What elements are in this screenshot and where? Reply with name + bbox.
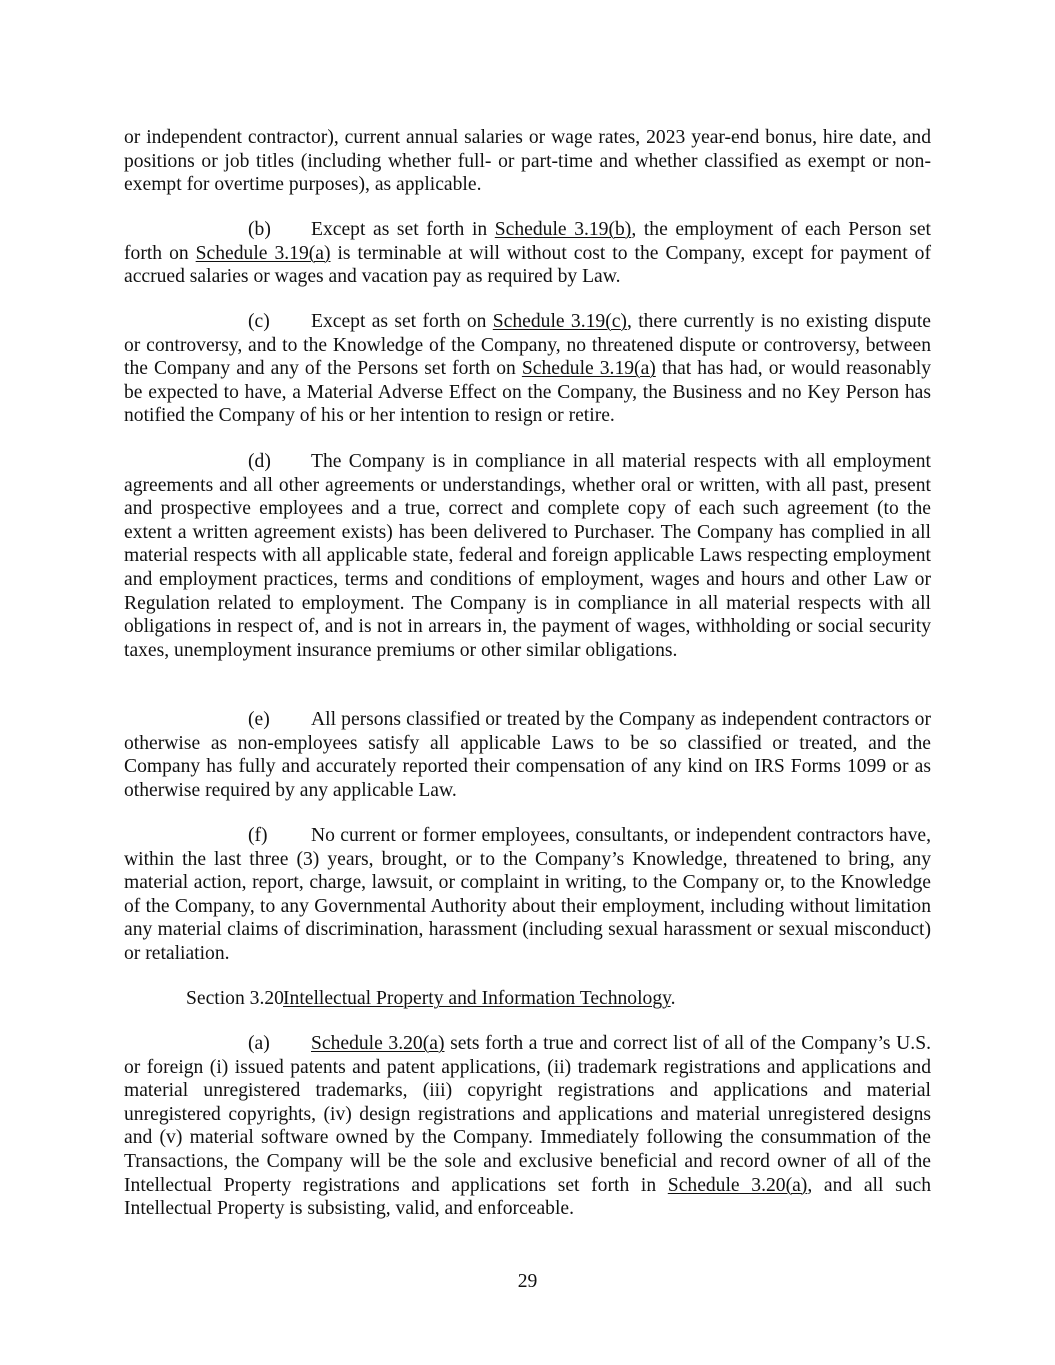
- paragraph-a-label: (a): [248, 1033, 270, 1054]
- paragraph-f: (f) No current or former employees, consultants, or independent contractors have, within the last three (3) years, brought, or to the Company’s Knowledge, threatened to bring, any material action, report, charge, lawsuit, or complaint in writing, to the Company or, to the Knowledge of the Company, to any Governmental Authority about their employment, including without limitation any material claims of discrimination, harassment (including sexual harassment or sexual misconduct) or retaliation.: [124, 825, 931, 964]
- paragraph-f-label: (f): [248, 825, 268, 846]
- paragraph-c-label: (c): [248, 311, 270, 332]
- schedule-3-19-c-reference: Schedule 3.19(c): [492, 311, 627, 332]
- paragraph-a-section-3-20: (a) Schedule 3.20(a) sets forth a true and correct list of all of the Company’s U.S. or foreign (i) issued patents and patent applications, (ii) trademark registrations and applications and material unregistered trademarks, (iii) copyright registrations and applications and material unregistered copyrights, (iv) design registrations and applications and material unregistered designs and (v) material software owned by the Company. Immediately following the consummation of the Transactions, the Company will be the sole and exclusive beneficial and record owner of all of the Intellectual Property registrations and applications set forth in Schedule 3.20(a), and all such Intellectual Property is subsisting, valid, and enforceable.: [124, 1033, 931, 1220]
- paragraph-b: (b) Except as set forth in Schedule 3.19(b), the employment of each Person set forth on Schedule 3.19(a) is terminable at will without cost to the Company, except for payment of accrued salaries or wages and vacation pay as required by Law.: [124, 219, 931, 288]
- paragraph-e-label: (e): [248, 709, 270, 730]
- paragraph-d-label: (d): [248, 451, 271, 472]
- schedule-3-19-b-reference: Schedule 3.19(b): [494, 219, 632, 240]
- schedule-3-19-a-reference: Schedule 3.19(a): [521, 358, 656, 380]
- paragraph-d: (d) The Company is in compliance in all material respects with all employment agreements and all other agreements or understandings, whether oral or written, with all past, present and prospective employees and a true, correct and complete copy of each such agreement (to the extent a written agreement exists) has been delivered to Purchaser. The Company has complied in all material respects with all applicable state, federal and foreign applicable Laws respecting employment and employment practices, terms and conditions of employment, wages and hours and other Law or Regulation related to employment. The Company is in compliance in all material respects with all obligations in respect of, and is not in arrears in, the payment of wages, withholding or social security taxes, unemployment insurance premiums or other similar obligations.: [124, 451, 931, 661]
- section-heading: Section 3.20Intellectual Property and Information Technology.: [186, 988, 676, 1009]
- paragraph-e: (e) All persons classified or treated by the Company as independent contractors or otherwise as non-employees satisfy all applicable Laws to be so classified or treated, and the Company has fully and accurately reported their compensation of any kind on IRS Forms 1099 or as otherwise required by any applicable Law.: [124, 709, 931, 801]
- schedule-3-20-a-reference: Schedule 3.20(a): [667, 1174, 808, 1196]
- page-number: 29: [517, 1271, 538, 1292]
- paragraph-b-label: (b): [248, 219, 271, 240]
- paragraph-c: (c) Except as set forth on Schedule 3.19(c), there currently is no existing dispute or controversy, and to the Knowledge of the Company, no threatened dispute or controversy, between the Company and any of the Persons set forth on Schedule 3.19(a) that has had, or would reasonably be expected to have, a Material Adverse Effect on the Company, the Business and no Key Person has notified the Company of his or her intention to resign or retire.: [124, 311, 931, 427]
- section-number: Section 3.20: [186, 988, 284, 1009]
- continuation-paragraph: or independent contractor), current annual salaries or wage rates, 2023 year-end bonus, hire date, and positions or job titles (including whether full- or part-time and whether classified as exempt or non-exempt for overtime purposes), as applicable.: [124, 127, 931, 196]
- section-title: Intellectual Property and Information Technology: [283, 988, 671, 1009]
- schedule-3-19-a-reference: Schedule 3.19(a): [195, 242, 331, 264]
- schedule-3-20-a-reference: Schedule 3.20(a): [311, 1033, 445, 1054]
